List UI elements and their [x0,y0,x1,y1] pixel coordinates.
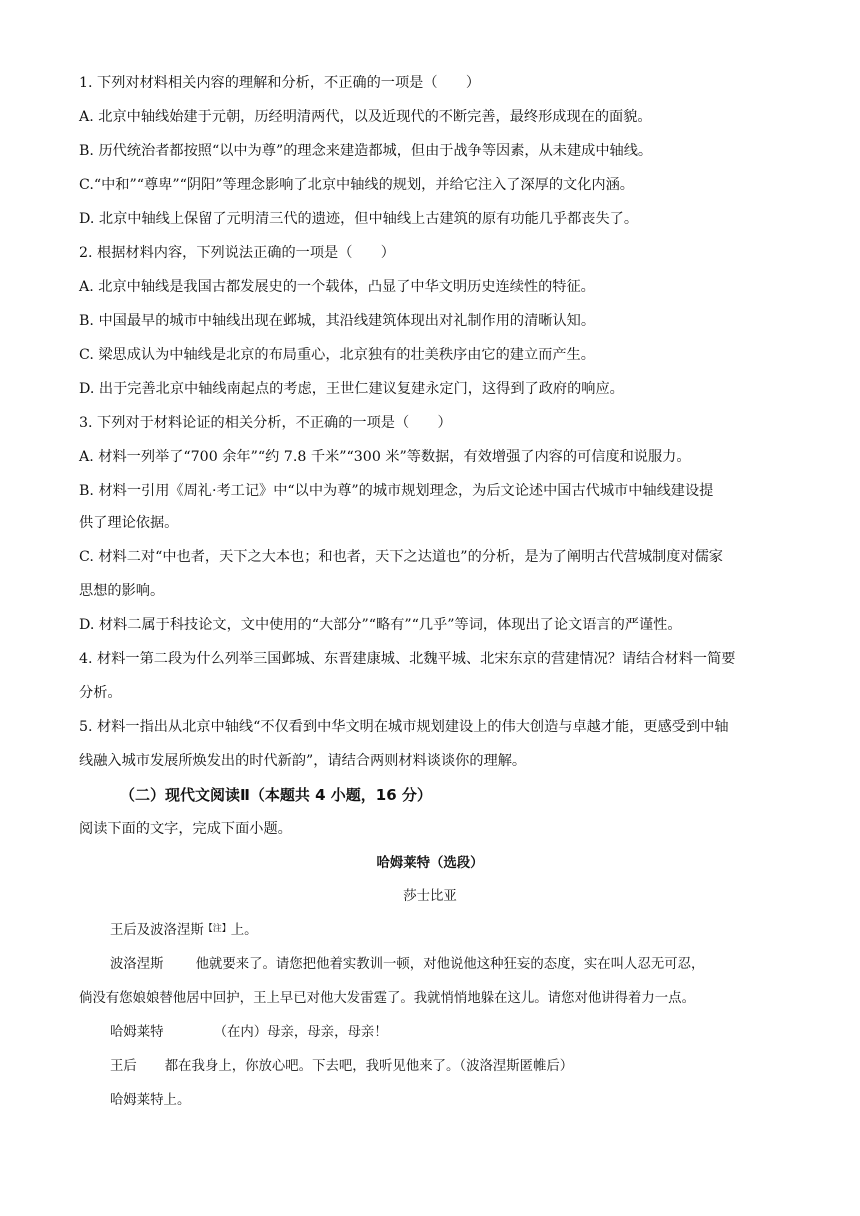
q2-option-b: B. 中国最早的城市中轴线出现在邺城，其沿线建筑体现出对礼制作用的清晰认知。 [79,313,596,329]
q3-option-b-line1: B. 材料一引用《周礼·考工记》中“以中为尊”的城市规划理念，为后文论述中国古代城市中轴线建设提 [79,483,714,499]
q1-option-d: D. 北京中轴线上保留了元明清三代的遗迹，但中轴线上古建筑的原有功能几乎都丧失了。 [79,211,639,227]
q2-option-a: A. 北京中轴线是我国古都发展史的一个载体，凸显了中华文明历史连续性的特征。 [79,279,595,295]
queen-line: 都在我身上，你放心吧。下去吧，我听见他来了。（波洛涅斯匿帷后） [164,1059,574,1074]
stage-direction-enter [110,921,790,941]
q5-line2: 线融入城市发展所焕发出的时代新韵”，请结合两则材料谈谈你的理解。 [79,753,527,769]
footnote-mark: 【注】 [203,924,231,934]
polonius-speech [110,955,790,975]
polonius-line2: 倘没有您娘娘替他居中回护，王上早已对他大发雷霆了。我就悄悄地躲在这儿。请您对他讲得着力一点。 [79,991,695,1006]
q4-line1: 4. 材料一第二段为什么列举三国邺城、东晋建康城、北魏平城、北宋东京的营建情况？请结合材料一简要 [79,651,736,667]
section-heading: （二）现代文阅读Ⅱ（本题共 4 小题，16 分） [120,786,432,804]
speaker-polonius: 波洛涅斯 [110,957,164,972]
q3-option-b-line2: 供了理论依据。 [79,515,179,531]
q5-line1: 5. 材料一指出从北京中轴线“不仅看到中华文明在城市规划建设上的伟大创造与卓越才能，更感受到中轴 [79,719,729,735]
q3-option-a: A. 材料一列举了“700 余年”“约 7.8 千米”“300 米”等数据，有效增强了内容的可信度和说服力。 [79,449,691,465]
q2-option-d: D. 出于完善北京中轴线南起点的考虑，王世仁建议复建永定门，这得到了政府的响应。 [79,381,624,397]
hamlet-line: （在内）母亲，母亲，母亲！ [213,1025,388,1040]
polonius-line1: 他就要来了。请您把他着实教训一顿，对他说他这种狂妄的态度，实在叫人忍无可忍， [195,957,705,972]
stage-direction-end: 上。 [230,923,258,938]
q3-stem: 3. 下列对于材料论证的相关分析，不正确的一项是（ ） [79,415,452,431]
q3-option-c-line1: C. 材料二对“中也者，天下之大本也；和也者，天下之达道也”的分析，是为了阐明古代营城制度对儒家 [79,549,723,565]
q1-stem: 1. 下列对材料相关内容的理解和分析，不正确的一项是（ ） [79,75,481,91]
stage-direction-hamlet-enters: 哈姆莱特上。 [110,1093,191,1108]
play-author: 莎士比亚 [403,889,457,904]
q2-option-c: C. 梁思成认为中轴线是北京的布局重心，北京独有的壮美秩序由它的建立而产生。 [79,347,595,363]
queen-speech [110,1057,790,1077]
hamlet-speech [110,1023,790,1043]
q1-option-c: C.“中和”“尊卑”“阴阳”等理念影响了北京中轴线的规划，并给它注入了深厚的文化内涵。 [79,177,634,193]
q2-stem: 2. 根据材料内容，下列说法正确的一项是（ ） [79,245,395,261]
reading-instruction: 阅读下面的文字，完成下面小题。 [79,821,292,837]
q1-option-b: B. 历代统治者都按照“以中为尊”的理念来建造都城，但由于战争等因素，从未建成中轴线。 [79,143,653,159]
q1-option-a: A. 北京中轴线始建于元朝，历经明清两代，以及近现代的不断完善，最终形成现在的面貌。 [79,109,652,125]
q4-line2: 分析。 [79,685,122,701]
speaker-queen: 王后 [110,1059,137,1074]
stage-direction-text: 王后及波洛涅斯 [110,923,204,938]
speaker-hamlet: 哈姆莱特 [110,1025,164,1040]
q3-option-d: D. 材料二属于科技论文，文中使用的“大部分”“略有”“几乎”等词，体现出了论文语言的严谨性。 [79,617,682,633]
play-title: 哈姆莱特（选段） [376,855,484,871]
q3-option-c-line2: 思想的影响。 [79,583,165,599]
